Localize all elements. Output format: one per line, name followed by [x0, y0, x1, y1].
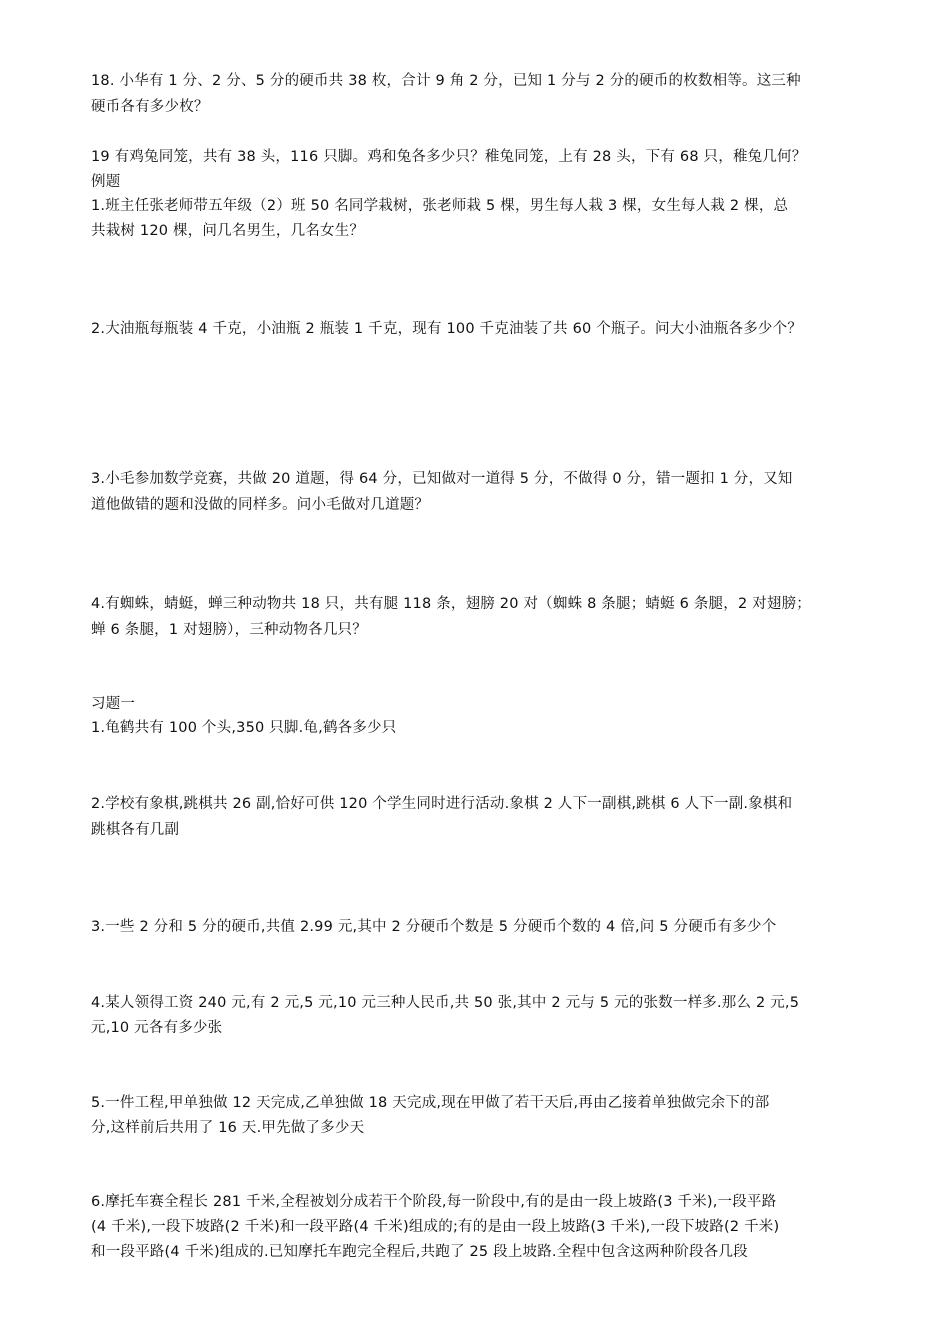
example-1-line-2: 共栽树 120 棵，问几名男生，几名女生？ — [91, 223, 365, 239]
examples-heading: 例题 — [91, 174, 121, 190]
exercise-5-line-1: 5.一件工程,甲单独做 12 天完成,乙单独做 18 天完成,现在甲做了若干天后,再由乙接着单独做完余下的部 — [91, 1095, 770, 1111]
exercise-6-line-1: 6.摩托车赛全程长 281 千米,全程被划分成若干个阶段,每一阶段中,有的是由一段上坡路(3 千米),一段平路 — [91, 1194, 777, 1210]
example-2-line-1: 2.大油瓶每瓶装 4 千克，小油瓶 2 瓶装 1 千克，现有 100 千克油装了共 60 个瓶子。问大小油瓶各多少个？ — [91, 321, 803, 337]
exercise-6-line-2: (4 千米),一段下坡路(2 千米)和一段平路(4 千米)组成的;有的是由一段上坡路(3 千米),一段下坡路(2 千米) — [91, 1219, 780, 1235]
problem-19-line-1: 19 有鸡兔同笼，共有 38 头，116 只脚。鸡和兔各多少只？稚兔同笼，上有 28 头，下有 68 只，稚兔几何？ — [91, 149, 807, 165]
example-3-line-1: 3.小毛参加数学竞赛，共做 20 道题，得 64 分，已知做对一道得 5 分，不做得 0 分，错一题扣 1 分，又知 — [91, 471, 793, 487]
exercise-3-line-1: 3.一些 2 分和 5 分的硬币,共值 2.99 元,其中 2 分硬币个数是 5 分硬币个数的 4 倍,问 5 分硬币有多少个 — [91, 919, 777, 935]
exercise-2-line-1: 2.学校有象棋,跳棋共 26 副,恰好可供 120 个学生同时进行活动.象棋 2 人下一副棋,跳棋 6 人下一副.象棋和 — [91, 796, 793, 812]
problem-18-line-1: 18. 小华有 1 分、2 分、5 分的硬币共 38 枚，合计 9 角 2 分，已知 1 分与 2 分的硬币的枚数相等。这三种 — [91, 73, 801, 89]
problem-18-line-2: 硬币各有多少枚？ — [91, 99, 209, 115]
exercise-1-line-1: 1.龟鹤共有 100 个头,350 只脚.龟,鹤各多少只 — [91, 720, 397, 736]
exercise-4-line-1: 4.某人领得工资 240 元,有 2 元,5 元,10 元三种人民币,共 50 张,其中 2 元与 5 元的张数一样多.那么 2 元,5 — [91, 995, 800, 1011]
example-4-line-1: 4.有蜘蛛，蜻蜓，蝉三种动物共 18 只，共有腿 118 条，翅膀 20 对（蜘蛛 8 条腿；蜻蜓 6 条腿，2 对翅膀； — [91, 596, 811, 612]
example-4-line-2: 蝉 6 条腿，1 对翅膀），三种动物各几只？ — [91, 622, 367, 638]
exercise-6-line-3: 和一段平路(4 千米)组成的.已知摩托车跑完全程后,共跑了 25 段上坡路.全程中包含这两种阶段各几段 — [91, 1244, 748, 1260]
exercise-2-line-2: 跳棋各有几副 — [91, 822, 180, 838]
example-3-line-2: 道他做错的题和没做的同样多。问小毛做对几道题？ — [91, 497, 430, 513]
exercise-4-line-2: 元,10 元各有多少张 — [91, 1020, 223, 1036]
example-1-line-1: 1.班主任张老师带五年级（2）班 50 名同学栽树，张老师栽 5 棵，男生每人栽 3 棵，女生每人栽 2 棵，总 — [91, 198, 789, 214]
exercise-5-line-2: 分,这样前后共用了 16 天.甲先做了多少天 — [91, 1120, 365, 1136]
exercises-heading: 习题一 — [91, 696, 136, 712]
